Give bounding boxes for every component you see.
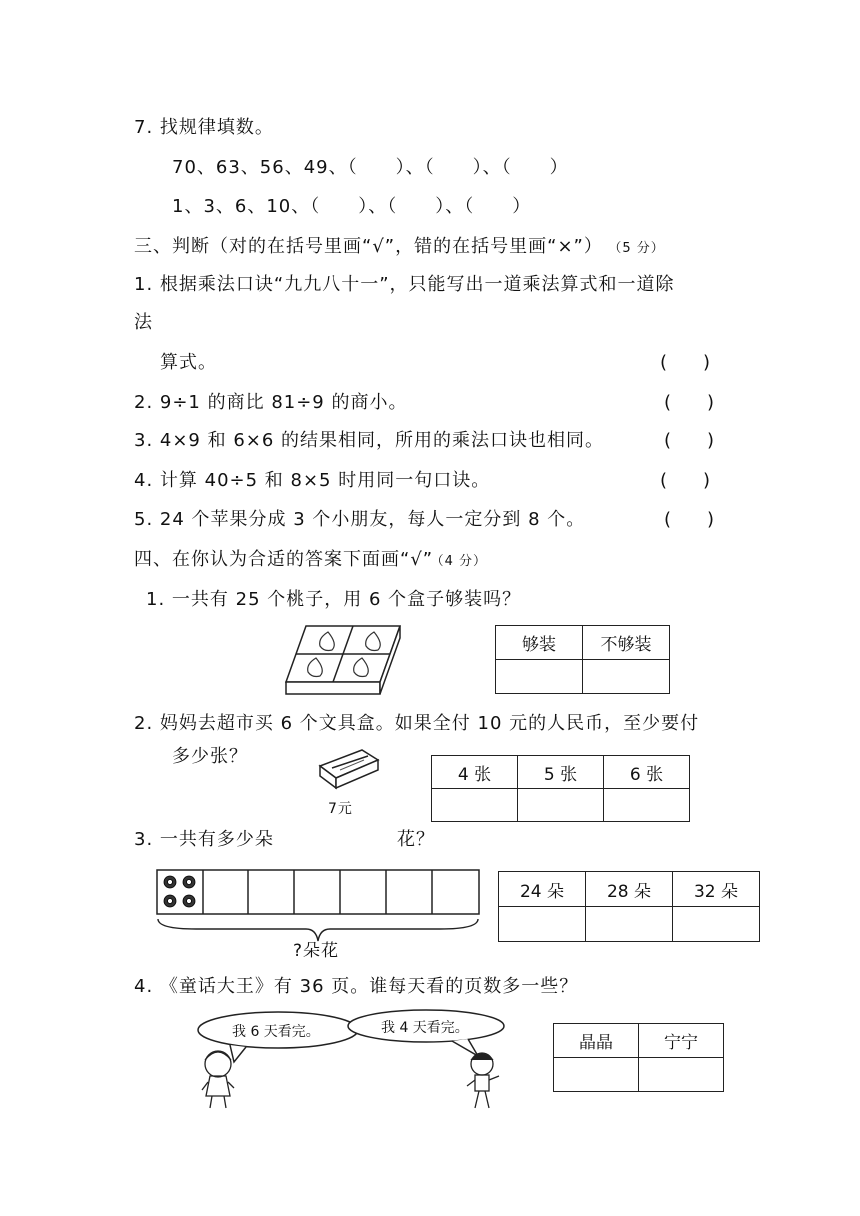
judge-item-3: 3. 4×9 和 6×6 的结果相同，所用的乘法口诀也相同。 <box>134 430 605 451</box>
q2-answer-cell-3[interactable] <box>604 789 690 822</box>
q4-option-label-2: 宁宁 <box>639 1024 724 1058</box>
q2-option-label-2: 5 张 <box>518 756 604 789</box>
q2-line1: 2. 妈妈去超市买 6 个文具盒。如果全付 10 元的人民币，至少要付 <box>134 713 700 734</box>
q3-text-a: 3. 一共有多少朵 <box>134 829 274 850</box>
judge-item-1-line3: 算式。 <box>160 352 217 373</box>
q3-option-label-1: 24 朵 <box>499 872 586 907</box>
judge-item-5: 5. 24 个苹果分成 3 个小朋友，每人一定分到 8 个。 <box>134 509 586 530</box>
section4-heading-text: 四、在你认为合适的答案下面画“√” <box>134 549 434 570</box>
judge-item-4: 4. 计算 40÷5 和 8×5 时用同一句口诀。 <box>134 470 491 491</box>
q4-answer-cell-1[interactable] <box>554 1058 639 1092</box>
section3-score: （5 分） <box>614 241 665 256</box>
q3-answer-cell-1[interactable] <box>499 907 586 942</box>
section3-heading-text: 三、判断（对的在括号里画“√”，错的在括号里画“×”） <box>134 236 603 257</box>
judge-item-2: 2. 9÷1 的商比 81÷9 的商小。 <box>134 392 408 413</box>
q3-text-b: 花？ <box>397 829 435 850</box>
q2-price: 7元 <box>328 801 353 817</box>
q1-option-label-1: 够装 <box>496 626 583 660</box>
judge-answer-2[interactable]: ( ) <box>664 392 715 413</box>
q2-answer-cell-2[interactable] <box>518 789 604 822</box>
q2-option-label-3: 6 张 <box>604 756 690 789</box>
q4-answer-cell-2[interactable] <box>639 1058 724 1092</box>
judge-answer-1[interactable]: ( ) <box>660 352 711 373</box>
q3-option-label-2: 28 朵 <box>586 872 673 907</box>
peach-box-illustration <box>284 624 404 696</box>
q4-option-label-1: 晶晶 <box>554 1024 639 1058</box>
q7-title: 7. 找规律填数。 <box>134 117 274 138</box>
q3-options-table <box>498 871 760 942</box>
q3-brace-label: ?朵花 <box>293 941 340 961</box>
q2-answer-cell-1[interactable] <box>432 789 518 822</box>
q2-option-label-1: 4 张 <box>432 756 518 789</box>
q1-text: 1. 一共有 25 个桃子，用 6 个盒子够装吗？ <box>146 589 522 610</box>
boy-figure <box>467 1053 499 1108</box>
q2-line2: 多少张？ <box>172 746 248 767</box>
q3-answer-cell-2[interactable] <box>586 907 673 942</box>
q4-text: 4. 《童话大王》有 36 页。谁每天看的页数多一些？ <box>134 976 579 997</box>
q3-answer-cell-3[interactable] <box>673 907 760 942</box>
judge-answer-3[interactable]: ( ) <box>664 430 715 451</box>
flower-grid-illustration <box>156 869 481 947</box>
q4-options-table <box>553 1023 724 1092</box>
q2-options-table <box>431 755 690 822</box>
q7-row1: 70、63、56、49、（ ）、（ ）、（ ） <box>172 157 569 178</box>
judge-item-1-line2: 法 <box>134 312 153 333</box>
pencil-case-icon <box>318 748 380 792</box>
section3-heading <box>134 236 665 260</box>
q1-answer-cell-1[interactable] <box>496 660 583 694</box>
q1-answer-cell-2[interactable] <box>583 660 670 694</box>
section4-heading <box>134 549 487 573</box>
q7-row2: 1、3、6、10、（ ）、（ ）、（ ） <box>172 196 532 217</box>
bubble-right-text: 我 4 天看完。 <box>381 1020 469 1036</box>
q1-options-table <box>495 625 670 694</box>
judge-answer-4[interactable]: ( ) <box>660 470 711 491</box>
bubble-left-text: 我 6 天看完。 <box>232 1024 320 1040</box>
flower-icon <box>164 876 195 907</box>
judge-item-1-line1: 1. 根据乘法口诀“九九八十一”，只能写出一道乘法算式和一道除 <box>134 274 675 295</box>
section4-score: （4 分） <box>437 554 488 569</box>
q3-option-label-3: 32 朵 <box>673 872 760 907</box>
q1-option-label-2: 不够装 <box>583 626 670 660</box>
judge-answer-5[interactable]: ( ) <box>664 509 715 530</box>
girl-figure <box>202 1051 234 1108</box>
